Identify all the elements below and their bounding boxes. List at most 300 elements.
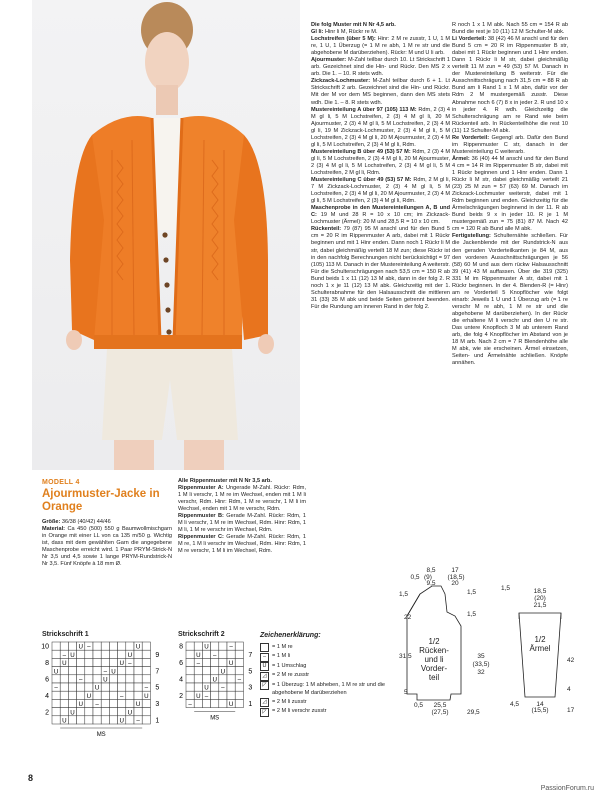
legend-symbol-icon: – xyxy=(260,653,269,662)
chart-cell xyxy=(68,716,76,724)
paragraph-heading: Maschenprobe in den Mustereinteilungen A, B und C: xyxy=(311,205,450,219)
chart-cell xyxy=(85,658,93,666)
dimension-label: Ärmel xyxy=(529,644,551,653)
chart-cell xyxy=(219,642,227,650)
chart-cell xyxy=(235,691,243,699)
row-number: 4 xyxy=(179,676,183,684)
chart-cell xyxy=(211,642,219,650)
chart-cell xyxy=(118,699,126,707)
chart-cell xyxy=(186,667,194,675)
paragraph-text: M-Zahl teilbar durch 10. Lt Strickschrift 1 arb. Gezeichnet sind die Hin- und Rückr. Den MS 2 x arb. Die 1. – 10. R stets wdh. xyxy=(311,57,450,78)
paragraph-text: 19 M und 28 R = 10 x 10 cm; im Zickzack-Lochmuster (Ärmel): 20 M und 28,5 R = 10 x 10 cm. xyxy=(311,212,450,226)
chart-cell xyxy=(77,716,85,724)
legend-title: Zeichenerklärung: xyxy=(260,632,321,639)
chart-cell xyxy=(219,691,227,699)
legend-text: = 2 M li zusstr xyxy=(272,698,307,705)
chart-cell xyxy=(109,699,117,707)
legend-text: = 2 M li verschr zusstr xyxy=(272,708,327,715)
legend-item xyxy=(260,652,400,662)
chart-cell xyxy=(142,708,150,716)
model-photo xyxy=(32,0,300,470)
paragraph-heading: Mustereinteilung B über 49 (53) 57 M: xyxy=(311,148,413,155)
chart-symbol: – xyxy=(136,717,140,725)
chart-cell xyxy=(77,667,85,675)
chart-cell xyxy=(194,642,202,650)
chart-cell xyxy=(134,658,142,666)
chart-cell xyxy=(109,642,117,650)
chart-cell xyxy=(52,675,60,683)
chart-symbol: – xyxy=(54,684,58,692)
dimension-label: 1,5 xyxy=(467,611,477,618)
row-number: 6 xyxy=(45,676,49,684)
dimension-label: 9,5 xyxy=(426,580,436,587)
chart-symbol: U xyxy=(119,660,124,668)
chart-cell xyxy=(85,675,93,683)
paragraph-text: 38 (42) 46 M anschl und für den Bund 5 cm = 20 R im Rippenmuster B str, dabei mit 1 Rückr beginnen und 1 Hinr enden. Dann 1 Rückr li M str, dabei gleichmäßig verteilt 11 M zun = 49 (53) 57 M. Danach in der Mustereinteilung B weiterstr. Für die Ausschnittschrägung nach 31,5 cm = 88 R ab Bund am li Rand 1 x 1 M abn, dafür vor der Rdm 2 M mustergemäß zusstr. Diese Abnahme noch 6 (7) 8 x in jeder 2. R und 10 x in jeder 4. R wdh. Gleichzeitig die Schulterschrägung am re Rand wie beim Rückenteil arb. In Rückenteilhöhe die rest 10 (11) 12 Schulter-M abk. xyxy=(452,36,568,134)
chart-cell xyxy=(60,699,68,707)
paragraph xyxy=(452,233,568,367)
chart-cell xyxy=(235,658,243,666)
chart-cell xyxy=(52,708,60,716)
dimension-label: teil xyxy=(428,673,440,682)
chart-cell xyxy=(109,658,117,666)
dimension-label: (9) xyxy=(424,574,432,581)
chart-cell xyxy=(77,691,85,699)
chart-cell xyxy=(77,650,85,658)
paragraph xyxy=(311,57,450,78)
chart-cell xyxy=(134,708,142,716)
chart-cell xyxy=(142,667,150,675)
paragraph-heading: Zickzack-Lochmuster: xyxy=(311,78,373,85)
chart-cell xyxy=(227,691,235,699)
legend-item xyxy=(260,698,400,708)
chart-symbol: – xyxy=(204,692,209,700)
legend-symbol-icon: ◸ xyxy=(260,708,269,717)
paragraph xyxy=(311,29,450,36)
chart-symbol: U xyxy=(220,668,226,676)
model-details xyxy=(42,519,172,568)
dimension-label: 8,5 xyxy=(426,567,436,574)
dimension-label: 25,5 xyxy=(433,702,447,709)
paragraph-heading: Re Vorderteil: xyxy=(452,134,492,141)
paragraph-text: Rdm, 2 M gl li, 7 M Zickzack-Lochmuster, 2 (3) 4 M gl li, 5 M Lochstreifen, 2 (3) 4 M gl li, 20 M Ajourmuster, 2 (3) 4 M gl li, 5 M Lochstreifen, 2 (3) 4 M gl li, Rdm. xyxy=(311,177,450,205)
chart-symbol: U xyxy=(62,660,67,668)
dimension-label: 42 xyxy=(567,657,575,664)
text-column-patterns xyxy=(311,22,450,522)
chart-cell xyxy=(109,716,117,724)
chart-symbol: U xyxy=(204,684,209,692)
chart-cell xyxy=(93,675,101,683)
chart-cell xyxy=(235,667,243,675)
legend-text: = 1 Umschlag xyxy=(272,662,307,669)
chart-cell xyxy=(52,699,60,707)
dimension-label: (18,5) xyxy=(447,574,465,581)
dimension-label: 1,5 xyxy=(399,591,409,598)
chart-cell xyxy=(227,650,235,658)
chart-cell xyxy=(85,650,93,658)
paragraph-text: Rdm, 2 (3) 4 M gl li, 5 M Lochstreifen, 2 (3) 4 M gl li, 20 M Ajourmuster, 2 (3) 4 M gl li, 5 M Lochstreifen, 2 (3) 4 M gl li, 19 M Zickzack-Lochmuster, 2 (3) 4 M gl li, 5 M Lochstreifen, 2 (3) 4 M gl li, 20 M Ajourmuster, 2 (3) 4 M gl li, 5 M Lochstreifen, 2 (3) 4 M gl li, Rdm. xyxy=(311,106,450,148)
dimension-label: 14 xyxy=(536,701,544,708)
paragraph-heading: Rippenmuster A: xyxy=(178,485,226,492)
paragraph xyxy=(311,226,450,311)
row-number: 5 xyxy=(155,684,160,692)
garment-schematic xyxy=(395,566,595,716)
legend-item xyxy=(260,662,400,672)
chart-cell xyxy=(85,667,93,675)
chart-cell xyxy=(134,650,142,658)
chart-symbol: U xyxy=(144,692,149,700)
chart-symbol: – xyxy=(62,651,67,659)
chart-cell xyxy=(202,658,210,666)
paragraph xyxy=(178,534,306,555)
chart-cell xyxy=(52,691,60,699)
chart-cell xyxy=(85,716,93,724)
paragraph-text: 79 (87) 95 M anschl und für den Bund 5 cm = 20 R im Rippenmuster A arb, dabei mit 1 Rückr beginnen und mit 1 Hinr enden. Dann noch 1 Rückr li M str, dabei gleichmäßig verteilt 18 M zun; diese Rückr ist in den nachfolg Berechnungen nicht berücksichtigt = 97 (105) 113 M. Danach in der Mustereinteilung A weiterstr. Für die Schulterschrägungen nach 53,5 cm = 150 R ab Bund beids 1 x 11 (12) 13 M abk, dann in der folg 2. R noch 1 x je 11 (12) 13 M abk. Gleichzeitig mit der 1. Schulterabnahme für den Halsausschnitt die mittleren 31 (33) 35 M abk und beide Seiten getrennt beenden. Für die Rundung am inneren Rand in der folg 2. xyxy=(311,226,450,310)
paragraph xyxy=(178,485,306,513)
chart-symbol: – xyxy=(78,676,83,684)
chart-cell xyxy=(118,650,126,658)
dimension-label: 17 xyxy=(567,707,575,714)
chart-cell xyxy=(85,708,93,716)
chart-cell xyxy=(118,683,126,691)
chart-cell xyxy=(202,650,210,658)
chart-cell xyxy=(202,675,210,683)
paragraph xyxy=(452,36,568,135)
chart-cell xyxy=(235,683,243,691)
dimension-label: 1/2 xyxy=(534,635,546,644)
text-column-instructions xyxy=(452,22,568,502)
size-label: Größe: xyxy=(42,519,61,525)
row-number: 8 xyxy=(179,643,183,651)
chart-symbol: U xyxy=(212,676,217,684)
chart-cell xyxy=(118,675,126,683)
row-number: 2 xyxy=(179,692,183,700)
chart-cell xyxy=(60,708,68,716)
chart2-grid xyxy=(186,642,243,708)
chart-cell xyxy=(118,708,126,716)
chart-symbol: – xyxy=(119,692,124,700)
paragraph xyxy=(311,22,450,29)
chart-cell xyxy=(211,658,219,666)
chart-cell xyxy=(101,708,109,716)
chart-cell xyxy=(126,667,134,675)
chart-symbol: U xyxy=(228,660,234,668)
paragraph-heading: Li Vorderteil: xyxy=(452,36,488,43)
cardigan-illustration xyxy=(32,0,300,470)
dimension-label: 0,5 xyxy=(413,702,423,709)
chart-symbol: U xyxy=(94,684,100,692)
chart-cell xyxy=(68,691,76,699)
chart-symbol: – xyxy=(237,676,242,684)
chart-cell xyxy=(52,642,60,650)
chart-cell xyxy=(109,691,117,699)
chart-symbol: U xyxy=(204,643,209,651)
paragraph xyxy=(311,78,450,106)
dimension-label: 20 xyxy=(451,580,459,587)
chart-cell xyxy=(109,675,117,683)
chart-symbol: U xyxy=(196,651,201,659)
chart-cell xyxy=(68,667,76,675)
chart-symbol: U xyxy=(111,668,116,676)
dimension-label: (20) xyxy=(534,595,546,602)
chart-cell xyxy=(134,683,142,691)
chart-cell xyxy=(68,675,76,683)
chart-cell xyxy=(93,667,101,675)
sleeve-outline xyxy=(519,613,561,697)
paragraph-text: Hinr: 2 M re zusstr, 1 U, 1 M re, 1 U, 1 Überzug (= 1 M re abh, 1 M re str und die abgehobene M darüberziehen). Rückr: M und U li arb. xyxy=(311,36,450,57)
ms-label: MS xyxy=(96,732,106,738)
chart-cell xyxy=(211,667,219,675)
chart-cell xyxy=(186,650,194,658)
chart-cell xyxy=(68,658,76,666)
chart-cell xyxy=(142,658,150,666)
dimension-label: 29,5 xyxy=(467,709,480,716)
chart-cell xyxy=(126,699,134,707)
chart-cell xyxy=(126,642,134,650)
ms-label: MS xyxy=(210,715,220,722)
chart-cell xyxy=(109,650,117,658)
material-value: Ca 450 (500) 550 g Baumwollmischgarn in Orange mit einer LL von ca 135 m/50 g. Wichtig ist, dass mit dem gewählten Garn die angegebene Maschenprobe erreicht wird. xyxy=(42,526,172,554)
paragraph-heading: Mustereinteilung C über 49 (53) 57 M: xyxy=(311,177,414,184)
row-number: 5 xyxy=(248,668,253,676)
chart-cell xyxy=(60,683,68,691)
dimension-label: 22 xyxy=(404,614,412,621)
chart-cell xyxy=(77,708,85,716)
row-number: 3 xyxy=(155,701,160,709)
chart-symbol: U xyxy=(70,651,75,659)
chart-cell xyxy=(186,691,194,699)
chart-cell xyxy=(186,642,194,650)
chart-cell xyxy=(68,642,76,650)
paragraph-text: M-Zahl teilbar durch 6 + 1. Lt Strickschrift 2 arb. Gezeichnet sind die Hin- und Rückr. Mit der M vor dem MS beginnen, dann den MS stets wdh. Die 1. – 8. R stets wdh. xyxy=(311,78,450,106)
paragraph-heading: Ajourmuster: xyxy=(311,57,348,64)
chart-symbol: – xyxy=(196,660,201,668)
row-number: 10 xyxy=(41,643,49,651)
chart-cell xyxy=(101,658,109,666)
chart-symbol: U xyxy=(70,709,75,717)
chart-cell xyxy=(227,675,235,683)
dimension-label: 4 xyxy=(567,686,571,693)
chart-cell xyxy=(109,683,117,691)
chart-symbol: – xyxy=(188,701,192,709)
paragraph xyxy=(311,107,450,149)
paragraph xyxy=(178,478,306,485)
chart-cell xyxy=(219,658,227,666)
watermark: PassionForum.ru xyxy=(540,785,594,792)
paragraph-heading: Lochstreifen (über 5 M): xyxy=(311,36,378,43)
paragraph-text: 36 (40) 44 M anschl und für den Bund 4 cm = 14 R im Rippenmuster B str, dabei mit 1 Rückr beginnen und 1 Hinr enden. Dann 1 Rückr li M str, dabei gleichmäßig verteilt 21 (23) 25 M zun = 57 (63) 69 M. Danach im Zickzack-Lochmuster weiterstr, dabei mit 1 Rdm beginnen und enden. Gleichzeitig für die Ärmelschrägungen beginnend in der 11. R ab Bund beids 9 x in jeder 10. R je 1 M mustergemäß zun = 75 (81) 87 M. Nach 42 cm = 120 R ab Bund alle M abk. xyxy=(452,155,568,233)
chart-symbol: U xyxy=(103,676,108,684)
chart-symbol: – xyxy=(221,684,225,692)
chart-cell xyxy=(142,699,150,707)
chart-cell xyxy=(194,683,202,691)
paragraph-heading: Rippenmuster C: xyxy=(178,534,227,541)
chart-cell xyxy=(194,667,202,675)
chart-cell xyxy=(68,683,76,691)
chart-cell xyxy=(118,642,126,650)
row-number: 1 xyxy=(248,701,253,709)
page-number: 8 xyxy=(28,773,34,783)
row-number: 7 xyxy=(155,668,160,676)
chart-cell xyxy=(60,691,68,699)
chart-cell xyxy=(52,658,60,666)
paragraph xyxy=(178,513,306,534)
symbol-legend xyxy=(260,632,400,717)
row-number: 1 xyxy=(155,717,160,725)
paragraph-heading: Gl li: xyxy=(311,29,325,36)
chart-cell xyxy=(186,683,194,691)
chart-cell xyxy=(126,675,134,683)
legend-text: = 1 Überzug: 1 M abheben, 1 M re str und die abgehobene M darüberziehen xyxy=(272,681,386,697)
chart1-title: Strickschrift 1 xyxy=(42,631,89,638)
size-value: 36/38 (40/42) 44/46 xyxy=(61,519,111,525)
paragraph xyxy=(311,177,450,205)
chart-cell xyxy=(101,642,109,650)
row-number: 4 xyxy=(45,692,49,700)
chart-symbol: – xyxy=(87,643,91,651)
paragraph xyxy=(311,149,450,177)
chart-cell xyxy=(60,675,68,683)
row-number: 2 xyxy=(45,709,49,717)
dimension-label: 1/2 xyxy=(428,637,440,646)
chart-cell xyxy=(134,667,142,675)
chart-symbol: U xyxy=(196,692,201,700)
chart-cell xyxy=(101,691,109,699)
chart-cell xyxy=(194,699,202,707)
chart-symbol: U xyxy=(62,717,67,725)
legend-item xyxy=(260,643,400,653)
needles-value: 1 Paar PRYM-Strick-N Nr 3,5 und 4,5 sowie 1 lange PRYM-Rundstrick-N Nr 3,5. Fünf Knöpfe à 18 mm Ø. xyxy=(42,547,172,568)
paragraph-heading: Ärmel: xyxy=(452,155,472,162)
chart-symbol: – xyxy=(95,701,99,709)
chart-cell xyxy=(134,675,142,683)
legend-item xyxy=(260,671,400,681)
chart-cell xyxy=(101,683,109,691)
chart-cell xyxy=(101,699,109,707)
knitting-chart-1 xyxy=(38,640,168,746)
legend-symbol-icon: ◿ xyxy=(260,672,269,681)
chart-cell xyxy=(142,675,150,683)
dimension-label: Rücken- xyxy=(419,646,449,655)
row-number: 7 xyxy=(248,651,253,659)
dimension-label: 31,5 xyxy=(399,653,412,660)
chart1-grid xyxy=(52,642,150,725)
chart-symbol: U xyxy=(78,643,83,651)
chart-cell xyxy=(126,716,134,724)
row-number: 6 xyxy=(179,660,183,668)
chart-cell xyxy=(101,716,109,724)
paragraph xyxy=(311,205,450,226)
material-label: Material: xyxy=(42,526,66,533)
chart-symbol: U xyxy=(135,701,141,709)
row-number: 8 xyxy=(45,660,49,668)
chart-cell xyxy=(93,691,101,699)
chart-cell xyxy=(211,691,219,699)
chart-cell xyxy=(52,650,60,658)
dimension-label: (33,5) xyxy=(472,661,490,668)
chart-symbol: U xyxy=(86,692,92,700)
chart-cell xyxy=(186,658,194,666)
paragraph-text: Schulternähte schließen. Für die Jackenblende mit der Rundstrick-N aus den geraden Vorderteilkanten je 84 M, aus den vorderen Ausschnittschrägungen je 56 (58) 60 M und aus dem rückw Halsausschnitt 39 (41) 43 M auffassen. Über die 319 (325) 331 M im Rippenmuster A str, dabei mit 1 Rückr beginnen. In der 4. Blenden-R (= Hinr) am re Vorderteil 5 Knopflöcher wie folgt einarb: Jeweils 1 U und 1 Überzug arb (= 1 re verschr M re abh, 1 M re str und die abgehobene M darüberziehen). In der Rückr die erhaltene M li verschr und den U re str. Das untere Knopfloch 3 M ab unterem Rand arb, die folg 4 Knopflöcher im Abstand von je 18 M arb. Nach 2 cm = 7 R Blendenhöhe alle M abk, wie sie erscheinen. Ärmel einsetzen, Seiten- und Ärmelnähte schließen. Knöpfe annähen. xyxy=(452,233,568,367)
paragraph-heading: Fertigstellung: xyxy=(452,233,494,240)
dimension-label: 1,5 xyxy=(467,589,477,596)
paragraph-text: Rdm, 2 (3) 4 M gl li, 5 M Lochstreifen, 2 (3) 4 M gl li, 20 M Ajourmuster, 2 (3) 4 M gl li, 5 M Lochstreifen, 2 (3) 4 M gl li, 5 M Lochstreifen, 2 M gl li, Rdm. xyxy=(311,148,450,176)
chart-symbol: – xyxy=(103,668,108,676)
legend-symbol-icon: U xyxy=(260,662,269,671)
paragraph xyxy=(452,22,568,36)
chart-cell xyxy=(52,716,60,724)
chart-cell xyxy=(235,650,243,658)
chart-cell xyxy=(186,675,194,683)
chart-cell xyxy=(118,667,126,675)
chart-symbol: U xyxy=(228,701,234,709)
chart-cell xyxy=(142,642,150,650)
dimension-label: (27,5) xyxy=(431,709,449,716)
paragraph-text: Ungerade M-Zahl. Rückr: Rdm, 1 M li verschr, 1 M re im Wechsel, enden mit 1 M li verschr, Rdm. Hinr: Rdm, 1 M re verschr, 1 M li im Wechsel, enden mit 1 M re verschr, Rdm. xyxy=(178,485,306,513)
chart-cell xyxy=(60,667,68,675)
paragraph-text: Hinr li M, Rückr re M. xyxy=(324,29,378,36)
paragraph-heading: Die folg Muster mit N Nr 4,5 arb. xyxy=(311,22,396,28)
chart-cell xyxy=(219,675,227,683)
model-title: Ajourmuster-Jacke in Orange xyxy=(42,488,160,513)
chart-cell xyxy=(142,716,150,724)
chart-cell xyxy=(85,683,93,691)
chart-cell xyxy=(68,699,76,707)
dimension-label: 35 xyxy=(477,653,485,660)
knitting-chart-2 xyxy=(172,640,262,726)
dimension-label: 18,5 xyxy=(533,588,547,595)
chart-cell xyxy=(93,658,101,666)
chart-symbol: U xyxy=(78,701,83,709)
chart-cell xyxy=(77,683,85,691)
chart-cell xyxy=(202,667,210,675)
chart-symbol: – xyxy=(128,660,132,668)
legend-symbol-icon: ◸ xyxy=(260,681,269,690)
chart-symbol: U xyxy=(53,668,59,676)
chart-symbol: – xyxy=(212,651,217,659)
chart-cell xyxy=(77,658,85,666)
chart-cell xyxy=(93,708,101,716)
chart-cell xyxy=(93,650,101,658)
legend-text: = 2 M re zusstr xyxy=(272,672,310,679)
chart-cell xyxy=(235,699,243,707)
chart-cell xyxy=(134,691,142,699)
paragraph-text: Gegengl arb. Dafür den Bund im Rippenmuster C str, danach in der Mustereinteilung C weiterarb. xyxy=(452,134,568,155)
legend-item xyxy=(260,681,400,698)
chart-cell xyxy=(93,642,101,650)
dimension-label: 32 xyxy=(477,669,485,676)
dimension-label: 1,5 xyxy=(500,585,510,592)
chart-cell xyxy=(219,650,227,658)
dimension-label: 17 xyxy=(451,567,459,574)
legend-text: = 1 M re xyxy=(272,643,293,650)
chart-cell xyxy=(227,667,235,675)
chart-cell xyxy=(101,650,109,658)
dimension-label: und li xyxy=(424,655,444,664)
chart2-title: Strickschrift 2 xyxy=(178,631,225,638)
text-column-rib-patterns xyxy=(178,478,306,598)
legend-item xyxy=(260,707,400,717)
chart-cell xyxy=(93,716,101,724)
paragraph-heading: Rückenteil: xyxy=(311,226,344,233)
chart-cell xyxy=(235,642,243,650)
chart-cell xyxy=(211,683,219,691)
chart-cell xyxy=(202,699,210,707)
paragraph-heading: Alle Rippenmuster mit N Nr 3,5 arb. xyxy=(178,478,272,484)
dimension-label: 0,5 xyxy=(410,574,420,581)
paragraph-text: Gerade M-Zahl. Rückr: Rdm, 1 M re, 1 M li verschr im Wechsel, Rdm. Hinr: Rdm, 1 M re verschr, 1 M li im Wechsel, Rdm. xyxy=(178,534,306,555)
paragraph xyxy=(452,156,568,234)
